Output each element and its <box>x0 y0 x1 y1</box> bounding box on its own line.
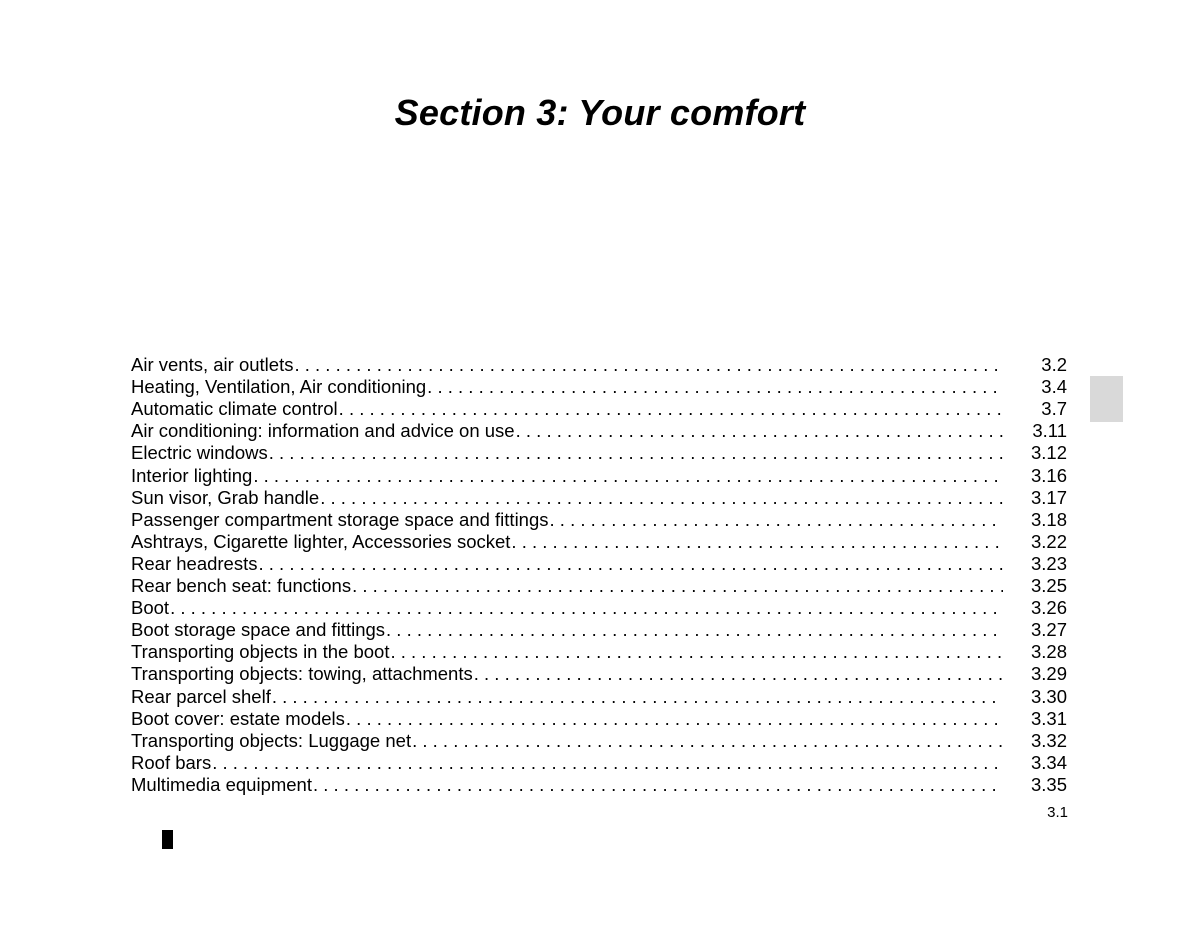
toc-entry-label: Roof bars <box>131 751 212 773</box>
toc-entry[interactable] <box>131 663 1067 685</box>
toc-entry[interactable] <box>131 420 1067 442</box>
toc-entry-page: 3.23 <box>1030 552 1067 574</box>
print-marker <box>162 830 173 849</box>
toc-entry-label: Boot <box>131 597 170 619</box>
toc-leader-dots <box>550 509 1003 531</box>
toc-entry[interactable] <box>131 354 1067 376</box>
page-title: Section 3: Your comfort <box>394 92 806 133</box>
toc-entry[interactable] <box>131 509 1067 531</box>
toc-entry-label: Rear headrests <box>131 552 258 574</box>
toc-entry-label: Boot storage space and fittings <box>131 619 386 641</box>
toc-leader-dots <box>386 619 1003 641</box>
page-number: 3.1 <box>1047 804 1068 821</box>
toc-leader-dots <box>427 376 1003 398</box>
toc-entry-page: 3.32 <box>1030 729 1067 751</box>
toc-leader-dots <box>258 553 1003 575</box>
toc-entry-page: 3.18 <box>1030 508 1067 530</box>
toc-leader-dots <box>339 398 1003 420</box>
toc-entry-label: Air vents, air outlets <box>131 354 294 376</box>
toc-entry-page: 3.25 <box>1030 575 1067 597</box>
toc-leader-dots <box>313 774 1003 796</box>
toc-entry[interactable] <box>131 730 1067 752</box>
toc-entry-label: Air conditioning: information and advice on use <box>131 420 515 442</box>
toc-entry-page: 3.12 <box>1030 442 1067 464</box>
toc-leader-dots <box>294 354 1003 376</box>
toc-entry[interactable] <box>131 708 1067 730</box>
toc-entry-page: 3.22 <box>1030 530 1067 552</box>
toc-entry[interactable] <box>131 619 1067 641</box>
toc-entry-page: 3.4 <box>1041 376 1067 398</box>
toc-leader-dots <box>412 730 1003 752</box>
toc-entry[interactable] <box>131 464 1067 486</box>
toc-entry[interactable] <box>131 641 1067 663</box>
toc-leader-dots <box>212 752 1003 774</box>
toc-entry-page: 3.30 <box>1030 685 1067 707</box>
toc-leader-dots <box>269 442 1003 464</box>
toc-entry-label: Automatic climate control <box>131 398 338 420</box>
toc-entry[interactable] <box>131 487 1067 509</box>
toc-entry-page: 3.16 <box>1030 464 1067 486</box>
toc-entry[interactable] <box>131 685 1067 707</box>
toc-leader-dots <box>352 575 1003 597</box>
toc-entry-page: 3.35 <box>1030 773 1067 795</box>
toc-entry-label: Rear bench seat: functions <box>131 575 352 597</box>
toc-entry[interactable] <box>131 376 1067 398</box>
toc-entry-page: 3.31 <box>1030 707 1067 729</box>
toc-entry-page: 3.11 <box>1032 420 1067 442</box>
toc-entry[interactable] <box>131 398 1067 420</box>
toc-entry-page: 3.34 <box>1030 751 1067 773</box>
toc-entry[interactable] <box>131 553 1067 575</box>
toc-entry-label: Passenger compartment storage space and fittings <box>131 508 549 530</box>
toc-leader-dots <box>346 708 1003 730</box>
toc-entry-label: Electric windows <box>131 442 268 464</box>
toc-entry-page: 3.29 <box>1030 663 1067 685</box>
toc-entry[interactable] <box>131 531 1067 553</box>
toc-entry-page: 3.2 <box>1041 354 1067 376</box>
toc-entry-page: 3.17 <box>1030 486 1067 508</box>
toc-entry[interactable] <box>131 752 1067 774</box>
toc-entry-label: Multimedia equipment <box>131 773 312 795</box>
toc-entry-label: Interior lighting <box>131 464 253 486</box>
toc-entry-label: Transporting objects: Luggage net <box>131 729 412 751</box>
toc-leader-dots <box>253 465 1003 487</box>
toc-entry-label: Ashtrays, Cigarette lighter, Accessories socket <box>131 530 511 552</box>
toc-entry-label: Boot cover: estate models <box>131 707 345 729</box>
toc-leader-dots <box>320 487 1003 509</box>
toc-leader-dots <box>390 641 1003 663</box>
toc-entry-label: Sun visor, Grab handle <box>131 486 320 508</box>
toc-leader-dots <box>516 420 1003 442</box>
toc-entry-page: 3.26 <box>1030 597 1067 619</box>
toc-entry-page: 3.7 <box>1041 398 1067 420</box>
toc-entry-label: Heating, Ventilation, Air conditioning <box>131 376 427 398</box>
toc-leader-dots <box>272 686 1003 708</box>
toc-leader-dots <box>170 597 1003 619</box>
section-thumb-tab <box>1090 376 1123 422</box>
toc-leader-dots <box>474 663 1003 685</box>
table-of-contents <box>131 354 1067 796</box>
toc-entry[interactable] <box>131 597 1067 619</box>
toc-entry-page: 3.28 <box>1030 641 1067 663</box>
toc-leader-dots <box>511 531 1003 553</box>
toc-entry-label: Transporting objects in the boot <box>131 641 390 663</box>
toc-entry-page: 3.27 <box>1030 619 1067 641</box>
toc-entry-label: Rear parcel shelf <box>131 685 271 707</box>
toc-entry[interactable] <box>131 442 1067 464</box>
toc-entry[interactable] <box>131 575 1067 597</box>
toc-entry[interactable] <box>131 774 1067 796</box>
toc-entry-label: Transporting objects: towing, attachments <box>131 663 473 685</box>
